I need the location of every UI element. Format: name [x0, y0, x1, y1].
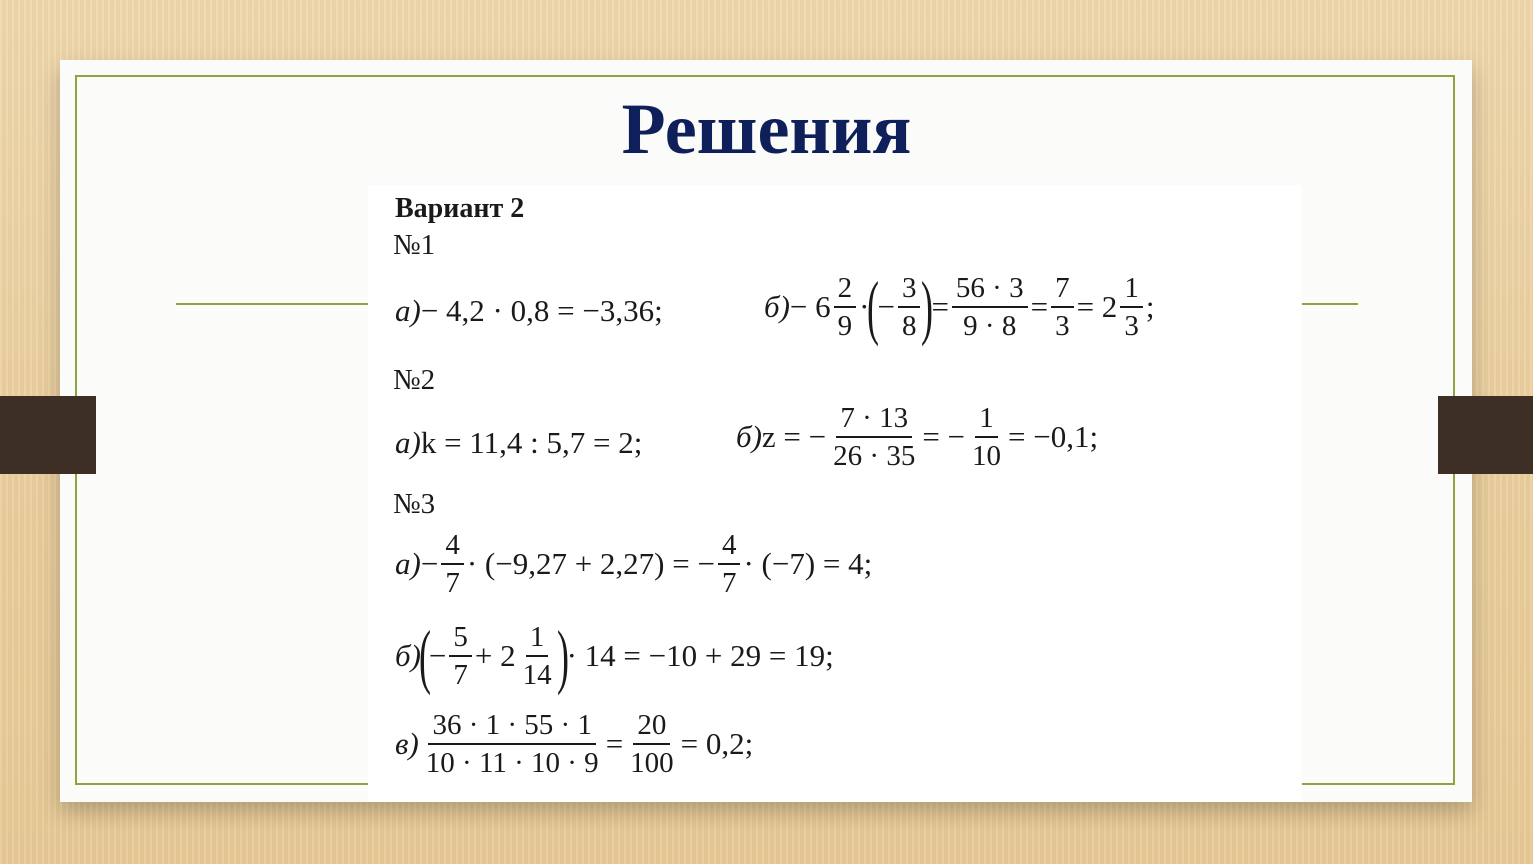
task-1b-text: − 6 — [789, 289, 831, 324]
task-1b-text: = — [931, 289, 949, 324]
task-2b-text: = − — [922, 419, 966, 455]
task-2b-text: = −0,1; — [1008, 419, 1099, 455]
denominator: 26 · 35 — [833, 440, 916, 473]
numerator: 1 — [975, 403, 998, 438]
numerator: 7 — [1051, 273, 1074, 308]
fraction — [718, 530, 741, 599]
numerator: 20 — [633, 710, 670, 745]
numerator: 7 · 13 — [836, 403, 912, 438]
fraction — [449, 622, 472, 691]
denominator: 7 — [721, 567, 737, 600]
numerator: 5 — [449, 622, 472, 657]
denominator: 9 · 8 — [963, 310, 1017, 342]
denominator: 3 — [1124, 310, 1139, 342]
numerator: 1 — [526, 622, 549, 657]
fraction — [441, 530, 464, 599]
task-3a — [395, 530, 872, 599]
denominator: 10 · 11 · 10 · 9 — [425, 747, 599, 780]
task-3b-text: + 2 — [474, 638, 516, 673]
denominator: 7 — [445, 567, 460, 600]
task-2-label: №2 — [393, 364, 436, 396]
task-3c-text: = 0,2; — [680, 726, 754, 762]
denominator: 7 — [453, 659, 468, 691]
fraction — [968, 403, 1005, 472]
task-2b-text: z = − — [761, 419, 827, 455]
numerator: 4 — [718, 530, 741, 565]
fraction — [952, 273, 1028, 342]
fraction — [834, 273, 857, 342]
left-paren: ( — [418, 616, 431, 696]
task-3a-text: − — [420, 546, 439, 582]
fraction — [519, 622, 556, 691]
denominator: 9 — [837, 310, 853, 342]
task-2b — [736, 403, 1098, 472]
right-accent-rule — [1300, 303, 1358, 305]
task-3b-letter: б) — [395, 638, 421, 673]
task-1a-expr: − 4,2 · 0,8 = −3,36; — [420, 293, 663, 328]
denominator: 100 — [630, 747, 674, 780]
task-3a-text: · (−7) = 4; — [743, 546, 873, 582]
task-1-label: №1 — [393, 229, 436, 261]
denominator: 10 — [972, 440, 1002, 473]
variant-heading: Вариант 2 — [395, 193, 525, 224]
solution-document — [368, 185, 1302, 802]
task-1a-letter: а) — [395, 293, 421, 328]
task-3b-text: · 14 = −10 + 29 = 19; — [566, 638, 834, 673]
task-3b-text: − — [428, 638, 447, 673]
task-2a-expr: k = 11,4 : 5,7 = 2; — [420, 425, 643, 460]
task-1b-text: · — [859, 289, 870, 324]
fraction — [422, 710, 603, 779]
task-1b-letter: б) — [764, 289, 790, 324]
right-tab-marker — [1438, 396, 1533, 474]
task-3c-text: = — [605, 726, 624, 762]
fraction — [829, 403, 919, 472]
right-paren: ) — [921, 267, 934, 347]
denominator: 14 — [522, 659, 552, 691]
numerator: 1 — [1120, 273, 1143, 308]
numerator: 36 · 1 · 55 · 1 — [428, 710, 595, 745]
task-3c — [395, 710, 753, 779]
slide-title: Решения — [621, 89, 912, 169]
numerator: 56 · 3 — [952, 273, 1028, 308]
task-1b-text: = — [1030, 289, 1049, 324]
left-paren: ( — [867, 267, 880, 347]
fraction — [1051, 273, 1074, 342]
task-1a — [395, 293, 663, 329]
numerator: 4 — [441, 530, 464, 565]
numerator: 3 — [898, 273, 921, 308]
task-3-label: №3 — [393, 488, 436, 520]
task-3a-letter: а) — [395, 546, 421, 582]
fraction — [626, 710, 678, 779]
task-3a-text: · (−9,27 + 2,27) = − — [466, 546, 715, 582]
left-accent-rule — [176, 303, 376, 305]
task-2b-letter: б) — [736, 419, 762, 455]
numerator: 2 — [834, 273, 857, 308]
task-2a — [395, 425, 642, 461]
task-1b-text: ; — [1145, 289, 1155, 324]
task-1b-text: − — [877, 289, 895, 324]
task-1b — [764, 267, 1155, 347]
task-3c-letter: в) — [395, 726, 419, 762]
task-3b — [395, 616, 834, 696]
fraction — [1120, 273, 1143, 342]
right-paren: ) — [556, 616, 569, 696]
task-2a-letter: а) — [395, 425, 421, 460]
fraction — [898, 273, 921, 342]
left-tab-marker — [0, 396, 96, 474]
denominator: 3 — [1055, 310, 1070, 342]
task-1b-text: = 2 — [1076, 289, 1118, 324]
denominator: 8 — [901, 310, 917, 342]
